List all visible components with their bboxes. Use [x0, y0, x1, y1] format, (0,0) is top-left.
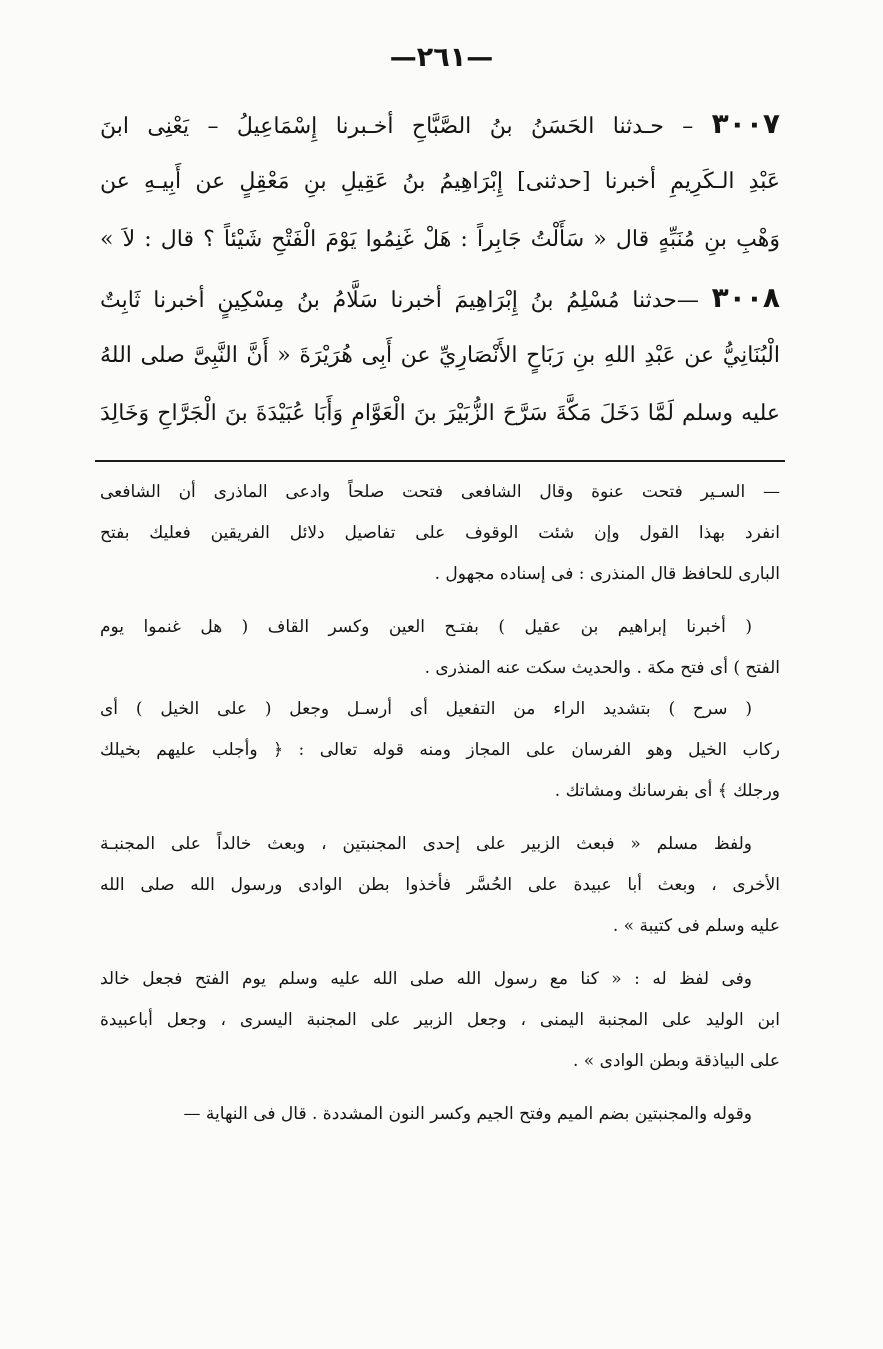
footnote-line: على البياذقة وبطن الوادى » .: [572, 1051, 780, 1071]
paragraph-gap: [100, 947, 780, 959]
main-text-line: [100, 211, 780, 269]
page-number: —٢٦١—: [389, 42, 494, 73]
main-text-content: وَهْبِ بنِ مُنَبِّهٍ قال « سَأَلْتُ جَابِراً : هَلْ غَنِمُوا يَوْمَ الْفَتْحِ شَيْئاً ؟ قال : لاَ »: [100, 227, 780, 252]
footnote-line: الأخرى ، وبعث أبا عبيدة على الحُسَّر فأخذوا بطن الوادى ورسول الله صلى الله: [100, 875, 780, 895]
main-text-line: [100, 385, 780, 443]
footnote-line: وفى لفظ له : « كنا مع رسول الله صلى الله عليه وسلم يوم الفتح فجعل خالد: [100, 969, 752, 989]
footnote-line: ابن الوليد على المجنبة اليمنى ، وجعل الزبير على المجنبة اليسرى ، وجعل أباعبيدة: [100, 1010, 780, 1030]
footnote-line: ولفظ مسلم « فبعث الزبير على إحدى المجنبتين ، وبعث خالداً على المجنبـة: [100, 834, 752, 854]
footnote-line: عليه وسلم فى كتيبة » .: [612, 916, 780, 936]
footnote-divider: [95, 460, 785, 462]
paragraph-gap: [100, 1082, 780, 1094]
footnote-line: البارى للحافظ قال المنذرى : فى إسناده مجهول .: [434, 564, 780, 584]
main-text-content: الْبُنَانِيُّ عن عَبْدِ اللهِ بنِ رَبَاحٍ الأَنْصَارِيِّ عن أَبِى هُرَيْرَةَ « أَنَّ النَّبِىَّ صلى اللهُ: [100, 343, 780, 368]
main-text-line: [100, 269, 780, 327]
footnote-line: وقوله والمجنبتين بضم الميم وفتح الجيم وكسر النون المشددة . قال فى النهاية —: [183, 1104, 752, 1124]
main-text-content: عَبْدِ الـكَرِيمِ أخبرنا [حدثنى] إِبْرَاهِيمُ بنُ عَقِيلِ بنِ مَعْقِلٍ عن أَبِيـهِ عن: [100, 169, 780, 194]
footnote-line: انفرد بهذا القول وإن شئت الوقوف على تفاصيل دلائل الفريقين فعليك بفتح: [100, 523, 780, 543]
paragraph-gap: [100, 812, 780, 824]
hadith-number: ٣٠٠٨: [711, 281, 780, 314]
footnote-line: — السـير فتحت عنوة وقال الشافعى فتحت صلحاً وادعى الماذرى أن الشافعى: [100, 482, 780, 502]
footnote-line: ( أخبرنا إبراهيم بن عقيل ) بفتـح العين وكسر القاف ( هل غنموا يوم: [100, 617, 752, 637]
main-text-content: —حدثنا مُسْلِمُ بنُ إِبْرَاهِيمَ أخبرنا سَلَّامُ بنُ مِسْكِينٍ أخبرنا ثَابِتٌ: [100, 288, 699, 313]
main-text-content: – حـدثنا الحَسَنُ بنُ الصَّبَّاحِ أخـبرنا إِسْمَاعِيلُ – يَعْنِى ابنَ: [100, 114, 694, 139]
hadith-number: ٣٠٠٧: [711, 107, 780, 140]
main-text-line: [100, 153, 780, 211]
main-text-content: عليه وسلم لَمَّا دَخَلَ مَكَّةَ سَرَّحَ الزُّبَيْرَ بنَ الْعَوَّامِ وَأَبَا عُبَيْدَةَ بنَ الْجَرَّاحِ وَخَالِدَ: [100, 401, 780, 426]
footnote-line: ( سرح ) بتشديد الراء من التفعيل أى أرسـل وجعل ( على الخيل ) أى: [100, 699, 752, 719]
main-text: [100, 95, 780, 443]
main-text-line: [100, 95, 780, 153]
paragraph-gap: [100, 595, 780, 607]
footnote-line: الفتح ) أى فتح مكة . والحديث سكت عنه المنذرى .: [424, 658, 780, 678]
main-text-line: [100, 327, 780, 385]
footnote-line: ركاب الخيل وهو الفرسان على المجاز ومنه قوله تعالى : ﴿ وأجلب عليهم بخيلك: [100, 740, 780, 760]
footnote-line: ورجلك ﴾ أى بفرسانك ومشاتك .: [554, 781, 780, 801]
footnotes: [100, 472, 780, 1135]
